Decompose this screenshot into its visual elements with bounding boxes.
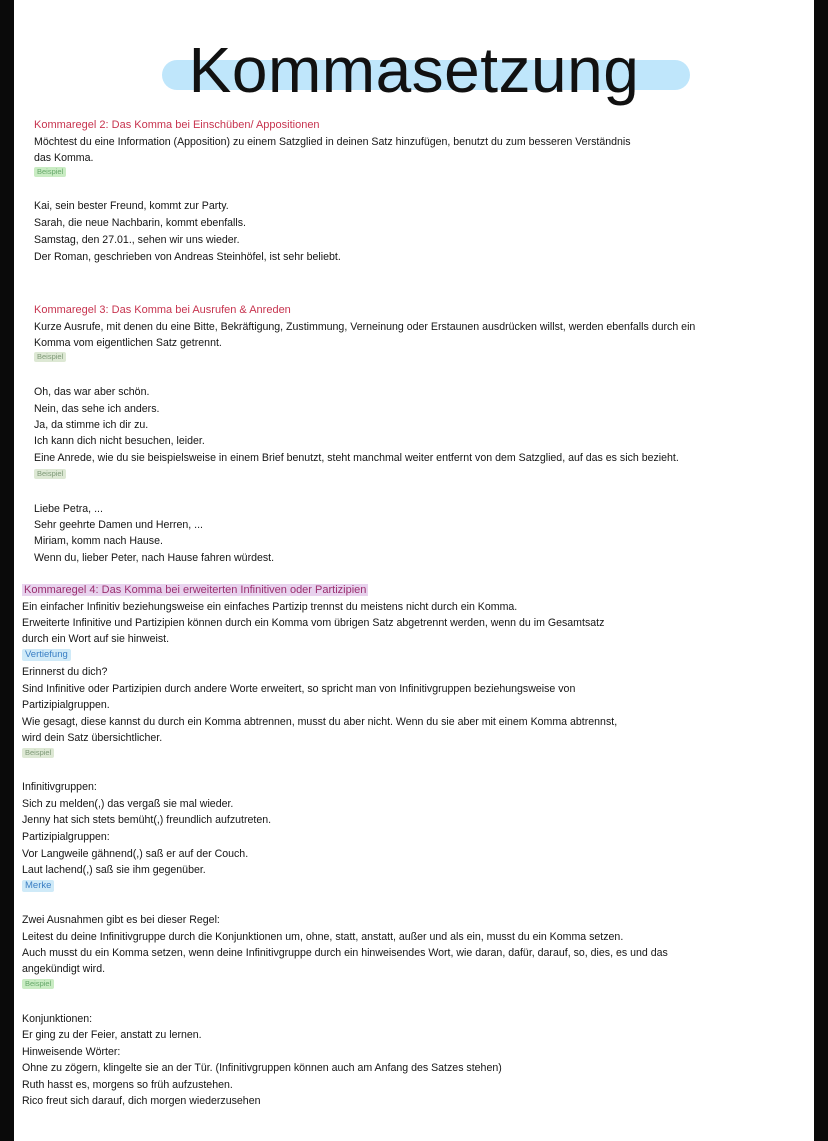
regel4-text-line: durch ein Wort auf sie hinweist. — [22, 633, 170, 645]
regel4-text-line: Ein einfacher Infinitiv beziehungsweise ein einfaches Partizip trennst du meistens nicht durch ein Komma. — [22, 601, 518, 613]
vertiefung-line: Partizipialgruppen. — [22, 699, 110, 711]
merke-line: angekündigt wird. — [22, 963, 106, 975]
vertiefung-line: Sind Infinitive oder Partizipien durch andere Worte erweitert, so spricht man von Infinitivgruppen beziehungsweise von — [22, 683, 576, 695]
beispiel-tag: Beispiel — [22, 748, 54, 758]
example-line: Ruth hasst es, morgens so früh aufzustehen. — [22, 1079, 233, 1091]
beispiel-tag: Beispiel — [34, 167, 66, 177]
partizip-label: Partizipialgruppen: — [22, 831, 110, 843]
example-line: Nein, das sehe ich anders. — [34, 403, 160, 415]
example-line: Samstag, den 27.01., sehen wir uns wieder. — [34, 234, 240, 246]
example-line: Miriam, komm nach Hause. — [34, 535, 163, 547]
vertiefung-line: wird dein Satz übersichtlicher. — [22, 732, 163, 744]
example-line: Ohne zu zögern, klingelte sie an der Tür. (Infinitivgruppen können auch am Anfang des Satzes stehen) — [22, 1062, 502, 1074]
regel2-text-line: das Komma. — [34, 152, 94, 164]
regel4-heading — [22, 583, 368, 597]
konjunktionen-label: Konjunktionen: — [22, 1013, 93, 1025]
vertiefung-line: Erinnerst du dich? — [22, 666, 108, 678]
example-line: Sich zu melden(,) das vergaß sie mal wieder. — [22, 798, 234, 810]
beispiel-tag: Beispiel — [22, 979, 54, 989]
merke-tag: Merke — [22, 880, 54, 892]
regel4-heading-text: Kommaregel 4: Das Komma bei erweiterten Infinitiven oder Partizipien — [24, 584, 367, 596]
merke-line: Auch musst du ein Komma setzen, wenn deine Infinitivgruppe durch ein hinweisendes Wort, wie daran, dafür, darauf, so, dies, es und das — [22, 947, 668, 959]
example-line: Liebe Petra, ... — [34, 503, 103, 515]
example-line: Wenn du, lieber Peter, nach Hause fahren würdest. — [34, 552, 275, 564]
regel2-text-line: Möchtest du eine Information (Apposition) zu einem Satzglied in deinen Satz hinzufügen, benutzt du zum besseren Verständnis — [34, 136, 631, 148]
example-line: Laut lachend(,) saß sie ihm gegenüber. — [22, 864, 206, 876]
regel2-heading: Kommaregel 2: Das Komma bei Einschüben/ Appositionen — [34, 119, 320, 131]
hinweisende-woerter-label: Hinweisende Wörter: — [22, 1046, 121, 1058]
example-line: Ich kann dich nicht besuchen, leider. — [34, 435, 205, 447]
regel4-text-line: Erweiterte Infinitive und Partizipien können durch ein Komma vom übrigen Satz abgetrennt werden, wenn du im Gesamtsatz — [22, 617, 605, 629]
example-line: Er ging zu der Feier, anstatt zu lernen. — [22, 1029, 202, 1041]
infinitiv-label: Infinitivgruppen: — [22, 781, 97, 793]
example-line: Ja, da stimme ich dir zu. — [34, 419, 149, 431]
merke-line: Leitest du deine Infinitivgruppe durch die Konjunktionen um, ohne, statt, anstatt, außer und als ein, musst du ein Komma setzen. — [22, 931, 624, 943]
regel3-heading: Kommaregel 3: Das Komma bei Ausrufen & Anreden — [34, 304, 291, 316]
example-line: Der Roman, geschrieben von Andreas Steinhöfel, ist sehr beliebt. — [34, 251, 341, 263]
regel3-text-line: Eine Anrede, wie du sie beispielsweise in einem Brief benutzt, steht manchmal weiter entfernt von dem Satzglied, auf das es sich bezieht. — [34, 452, 679, 464]
regel3-text-line: Kurze Ausrufe, mit denen du eine Bitte, Bekräftigung, Zustimmung, Verneinung oder Erstaunen ausdrücken willst, werden ebenfalls durch ein — [34, 321, 696, 333]
beispiel-tag: Beispiel — [34, 469, 66, 479]
example-line: Jenny hat sich stets bemüht(,) freundlich aufzutreten. — [22, 814, 272, 826]
example-line: Sarah, die neue Nachbarin, kommt ebenfalls. — [34, 217, 246, 229]
example-line: Oh, das war aber schön. — [34, 386, 150, 398]
example-line: Rico freut sich darauf, dich morgen wiederzusehen — [22, 1095, 261, 1107]
beispiel-tag: Beispiel — [34, 352, 66, 362]
vertiefung-line: Wie gesagt, diese kannst du durch ein Komma abtrennen, musst du aber nicht. Wenn du sie aber mit einem Komma abtrennst, — [22, 716, 618, 728]
regel3-text-line: Komma vom eigentlichen Satz getrennt. — [34, 337, 222, 349]
page-title: Kommasetzung — [188, 34, 640, 106]
example-line: Kai, sein bester Freund, kommt zur Party. — [34, 200, 229, 212]
merke-line: Zwei Ausnahmen gibt es bei dieser Regel: — [22, 914, 220, 926]
vertiefung-tag: Vertiefung — [22, 649, 71, 661]
document-page — [14, 0, 814, 1141]
example-line: Vor Langweile gähnend(,) saß er auf der Couch. — [22, 848, 249, 860]
title-block — [14, 30, 814, 110]
example-line: Sehr geehrte Damen und Herren, ... — [34, 519, 204, 531]
